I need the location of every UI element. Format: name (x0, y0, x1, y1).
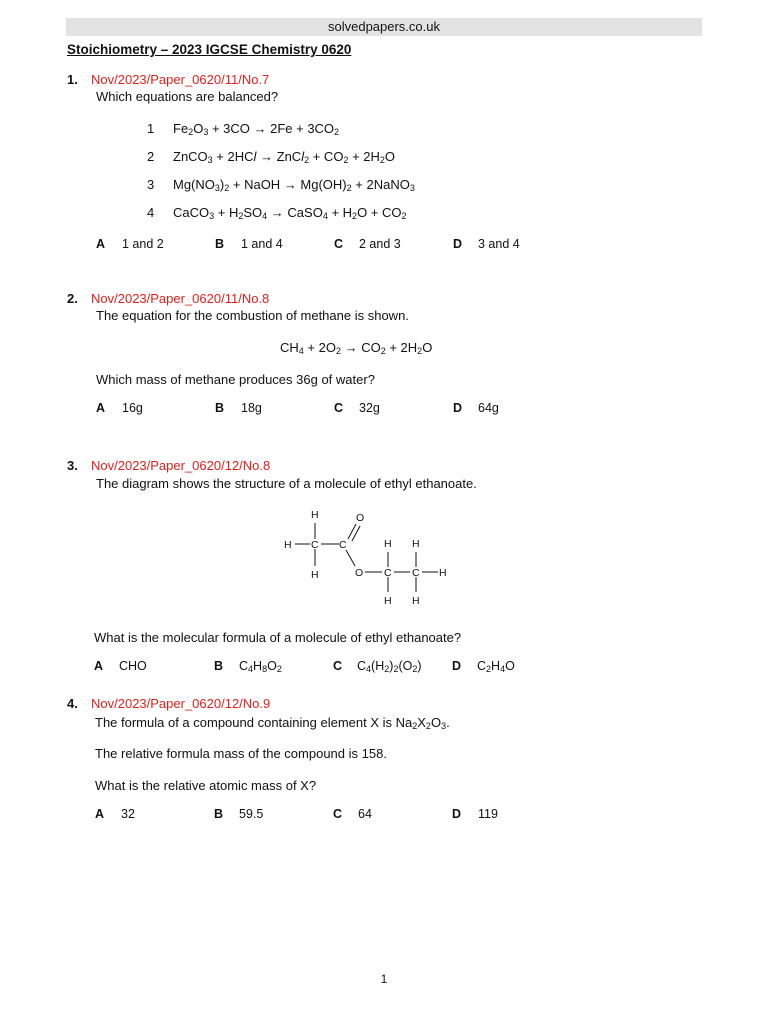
question-2-prompt: Which mass of methane produces 36g of water? (96, 372, 375, 387)
q2-option-a-letter: A (96, 401, 106, 415)
question-2-number: 2. (67, 291, 78, 306)
q4-option-b-letter: B (214, 807, 224, 821)
q2-option-d: 64g (478, 401, 499, 415)
q3-option-a: CHO (119, 659, 147, 673)
equation-1: $Fe_2O_3 + 3CO \to 2Fe + 3CO_2$ (173, 121, 340, 137)
equation-2: ZnCO$_3$ + 2HCl → ZnCl$_2$ + $CO_2 + 2H_2O$ (173, 149, 396, 165)
question-3-number: 3. (67, 458, 78, 473)
q3-option-b: $C_4H_8O_2$ (239, 659, 282, 674)
atom-h: H (384, 538, 392, 550)
question-3-text: The diagram shows the structure of a molecule of ethyl ethanoate. (96, 476, 477, 491)
q1-option-d-letter: D (453, 237, 463, 251)
equation-3: $Mg(NO_3)_2$ + NaOH → $Mg(OH)_2$ + 2NaNO$_3$ (173, 177, 415, 193)
q4-option-b: 59.5 (239, 807, 264, 821)
q2-option-b: 18g (241, 401, 262, 415)
question-4-text: The formula of a compound containing element X is $Na_2X_2O_3$. (95, 715, 450, 731)
q1-option-d: 3 and 4 (478, 237, 520, 251)
atom-h: H (412, 595, 420, 607)
atom-h: H (439, 567, 447, 579)
page-number: 1 (380, 972, 388, 986)
q3-option-b-letter: B (214, 659, 224, 673)
q2-option-d-letter: D (453, 401, 463, 415)
equation-2-number: 2 (147, 149, 155, 164)
atom-h: H (311, 569, 319, 581)
question-4-prompt: What is the relative atomic mass of X? (95, 778, 317, 793)
question-2-reference: Nov/2023/Paper_0620/11/No.8 (91, 291, 270, 306)
atom-o: O (356, 512, 365, 524)
q1-option-b: 1 and 4 (241, 237, 283, 251)
atom-h: H (384, 595, 392, 607)
ethyl-ethanoate-structure-diagram (270, 504, 460, 614)
equation-3-number: 3 (147, 177, 155, 192)
methane-combustion-equation: $CH_4 + 2O_2 \to CO_2 + 2H_2O$ (280, 340, 433, 356)
question-1-reference: Nov/2023/Paper_0620/11/No.7 (91, 72, 270, 87)
question-4-number: 4. (67, 696, 78, 711)
q1-option-c: 2 and 3 (359, 237, 401, 251)
q2-option-c-letter: C (334, 401, 344, 415)
q1-option-a: 1 and 2 (122, 237, 164, 251)
q2-option-c: 32g (359, 401, 380, 415)
q1-option-c-letter: C (334, 237, 344, 251)
document-title: Stoichiometry – 2023 IGCSE Chemistry 0620 (67, 42, 352, 57)
question-4-reference: Nov/2023/Paper_0620/12/No.9 (91, 696, 271, 711)
question-3-prompt: What is the molecular formula of a molecule of ethyl ethanoate? (94, 630, 462, 645)
question-4-mass-statement: The relative formula mass of the compound is 158. (95, 746, 387, 761)
atom-h: H (412, 538, 420, 550)
q3-option-d-letter: D (452, 659, 462, 673)
q2-option-b-letter: B (215, 401, 225, 415)
atom-c: C (311, 539, 319, 551)
q1-option-b-letter: B (215, 237, 225, 251)
q4-option-c-letter: C (333, 807, 343, 821)
q4-option-d: 119 (478, 807, 498, 821)
question-1-number: 1. (67, 72, 78, 87)
atom-o: O (355, 567, 364, 579)
atom-c: C (384, 567, 392, 579)
atom-h: H (284, 539, 292, 551)
q4-option-a-letter: A (95, 807, 105, 821)
q4-option-c: 64 (358, 807, 372, 821)
q2-option-a: 16g (122, 401, 143, 415)
atom-c: C (412, 567, 420, 579)
question-2-text: The equation for the combustion of methane is shown. (96, 308, 409, 323)
equation-4: CaCO$_3$ + $H_2SO_4$ → CaSO$_4$ + $H_2O + CO_2$ (173, 205, 407, 221)
site-banner: solvedpapers.co.uk (66, 18, 702, 36)
q4-option-a: 32 (121, 807, 135, 821)
q3-option-c-letter: C (333, 659, 343, 673)
atom-c: C (339, 539, 347, 551)
q1-option-a-letter: A (96, 237, 106, 251)
q3-option-a-letter: A (94, 659, 104, 673)
q4-option-d-letter: D (452, 807, 462, 821)
q3-option-c: $C_4(H_2)_2(O_2)$ (357, 659, 422, 674)
atom-h: H (311, 509, 319, 521)
question-1-text: Which equations are balanced? (96, 89, 279, 104)
question-3-reference: Nov/2023/Paper_0620/12/No.8 (91, 458, 271, 473)
q3-option-d: $C_2H_4O$ (477, 659, 515, 674)
equation-1-number: 1 (147, 121, 155, 136)
equation-4-number: 4 (147, 205, 155, 220)
